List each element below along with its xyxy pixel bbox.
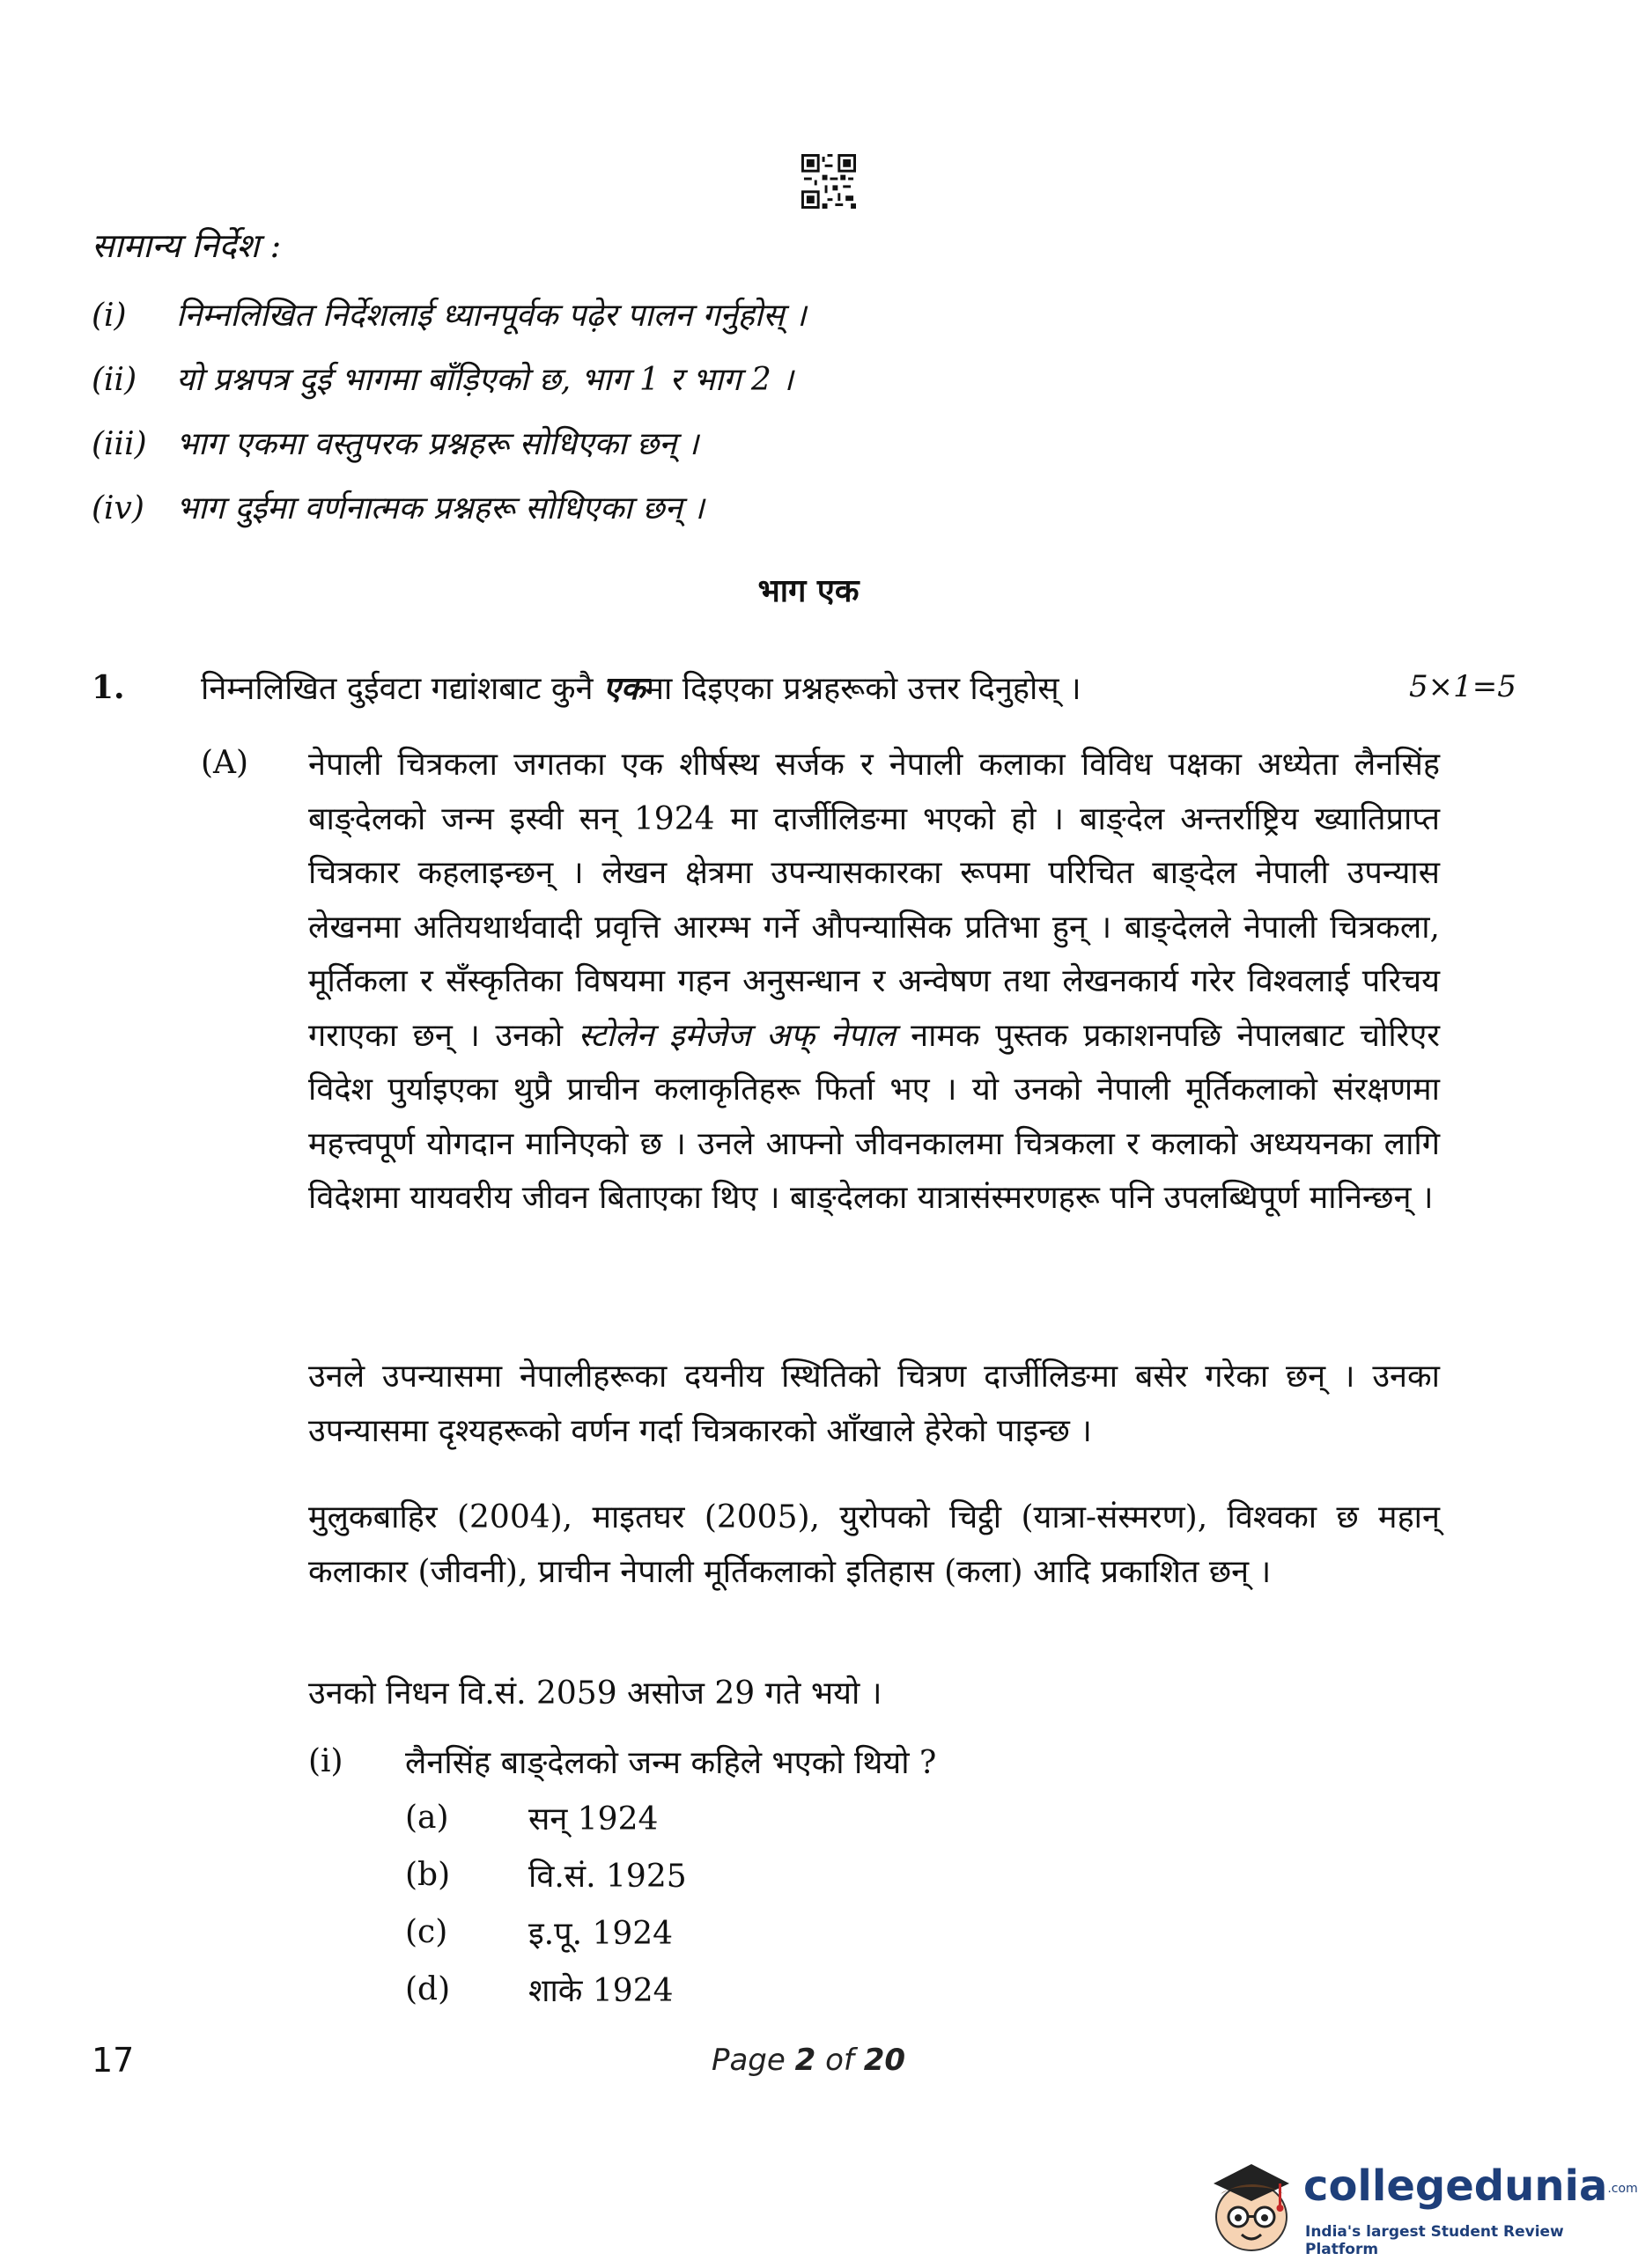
option-label: (b) xyxy=(405,1857,451,1893)
option-text: इ.पू. 1924 xyxy=(528,1916,674,1952)
option-label: (a) xyxy=(405,1800,449,1836)
brand-tagline: India's largest Student Review Platform xyxy=(1305,2223,1564,2258)
passage-paragraph-3: मुलुकबाहिर (2004), माइतघर (2005), युरोपको चिट्ठी (यात्रा-संस्मरण), विश्वका छ महान् कलाकार (जीवनी), प्राचीन नेपाली मूर्तिकलाको इतिहास (कला) आदि प्रकाशित छन् । xyxy=(308,1499,1440,1590)
passage-text: नामक पुस्तक प्रकाशनपछि नेपालबाट चोरिएर विदेश पुर्याइएका थुप्रै प्राचीन कलाकृतिहरू फिर्ता भए । यो उनको नेपाली मूर्तिकलाको संरक्षणमा महत्त्वपूर्ण योगदान मानिएको छ । उनले आफ्नो जीवनकालमा चित्रकला र कलाको अध्ययनका लागि विदेशमा यायवरीय जीवन बिताएका थिए । बाङ्देलका यात्रासंस्मरणहरू पनि उपलब्धिपूर्ण मानिन्छन् । xyxy=(308,1017,1440,1216)
option-text: शाके 1924 xyxy=(528,1973,674,2009)
instruction-number: (i) xyxy=(92,298,127,334)
paper-code: 17 xyxy=(92,2041,135,2080)
question-text-before: निम्नलिखित दुईवटा गद्यांशबाट कुनै xyxy=(201,671,603,707)
option-text: वि.सं. 1925 xyxy=(528,1859,687,1895)
question-number: 1. xyxy=(92,669,125,706)
instruction-item xyxy=(92,357,793,400)
section-label: (A) xyxy=(201,745,249,781)
general-instructions-title: सामान्य निर्देश : xyxy=(92,226,282,265)
qr-code-icon xyxy=(801,154,856,209)
brand-suffix: .com xyxy=(1607,2182,1638,2196)
passage-paragraph-2: उनले उपन्यासमा नेपालीहरूका दयनीय स्थितिको चित्रण दार्जीलिङमा बसेर गरेका छन् । उनका उपन्यासमा दृश्यहरूको वर्णन गर्दा चित्रकारको आँखाले हेरेको पाइन्छ । xyxy=(308,1359,1440,1449)
part-heading: भाग एक xyxy=(757,572,860,609)
instruction-number: (iv) xyxy=(92,490,144,526)
option-text: सन् 1924 xyxy=(528,1801,659,1837)
question-marks: 5×1=5 xyxy=(1409,669,1516,704)
subquestion-label: (i) xyxy=(308,1743,343,1779)
book-title: स्टोलेन इमेजेज अफ् नेपाल xyxy=(578,1017,896,1054)
question-text-emphasis: एक xyxy=(602,670,646,707)
instruction-text: भाग एकमा वस्तुपरक प्रश्नहरू सोधिएका छन् । xyxy=(176,426,699,462)
instruction-text: भाग दुईमा वर्णनात्मक प्रश्नहरू सोधिएका छन् । xyxy=(176,490,705,526)
instruction-item xyxy=(92,485,705,528)
question-text xyxy=(201,666,1081,709)
instruction-number: (ii) xyxy=(92,362,137,398)
passage-text: नेपाली चित्रकला जगतका एक शीर्षस्थ सर्जक र नेपाली कलाका विविध पक्षका अध्येता लैनसिंह बाङ्देलको जन्म इस्वी सन् 1924 मा दार्जीलिङमा भएको हो । बाङ्देल अन्तर्राष्ट्रिय ख्यातिप्राप्त चित्रकार कहलाइन्छन् । लेखन क्षेत्रमा उपन्यासकारका रूपमा परिचित बाङ्देल नेपाली उपन्यास लेखनमा अतियथार्थवादी प्रवृत्ति आरम्भ गर्ने औपन्यासिक प्रतिभा हुन् । बाङ्देलले नेपाली चित्रकला, मूर्तिकला र सँस्कृतिका विषयमा गहन अनुसन्धान र अन्वेषण तथा लेखनकार्य गरेर विश्वलाई परिचय गराएका छन् । उनको xyxy=(308,747,1440,1054)
passage-paragraph-1 xyxy=(308,738,1440,1226)
instruction-text: निम्नलिखित निर्देशलाई ध्यानपूर्वक पढ़ेर पालन गर्नुहोस् । xyxy=(176,298,807,334)
option-label: (d) xyxy=(405,1971,451,2007)
brand-text: collegedunia xyxy=(1303,2161,1608,2211)
page-prefix: Page xyxy=(711,2043,795,2078)
passage-paragraph-4: उनको निधन वि.सं. 2059 असोज 29 गते भयो । xyxy=(308,1675,882,1712)
question-text-after: मा दिइएका प्रश्नहरूको उत्तर दिनुहोस् । xyxy=(645,671,1081,707)
page-total: 20 xyxy=(863,2043,906,2078)
instruction-number: (iii) xyxy=(92,426,147,462)
page-number xyxy=(0,2043,1617,2078)
page-mid: of xyxy=(815,2043,864,2078)
brand-name xyxy=(1303,2161,1638,2211)
subquestion-text: लैनसिंह बाङ्देलको जन्म कहिले भएको थियो ? xyxy=(405,1745,937,1781)
instruction-item xyxy=(92,292,807,335)
page-current: 2 xyxy=(794,2043,816,2078)
option-label: (c) xyxy=(405,1914,448,1950)
instruction-text: यो प्रश्नपत्र दुई भागमा बाँड़िएको छ, भाग 1 र भाग 2 । xyxy=(176,362,793,398)
student-mascot-icon xyxy=(1205,2148,1298,2254)
instruction-item xyxy=(92,421,698,464)
